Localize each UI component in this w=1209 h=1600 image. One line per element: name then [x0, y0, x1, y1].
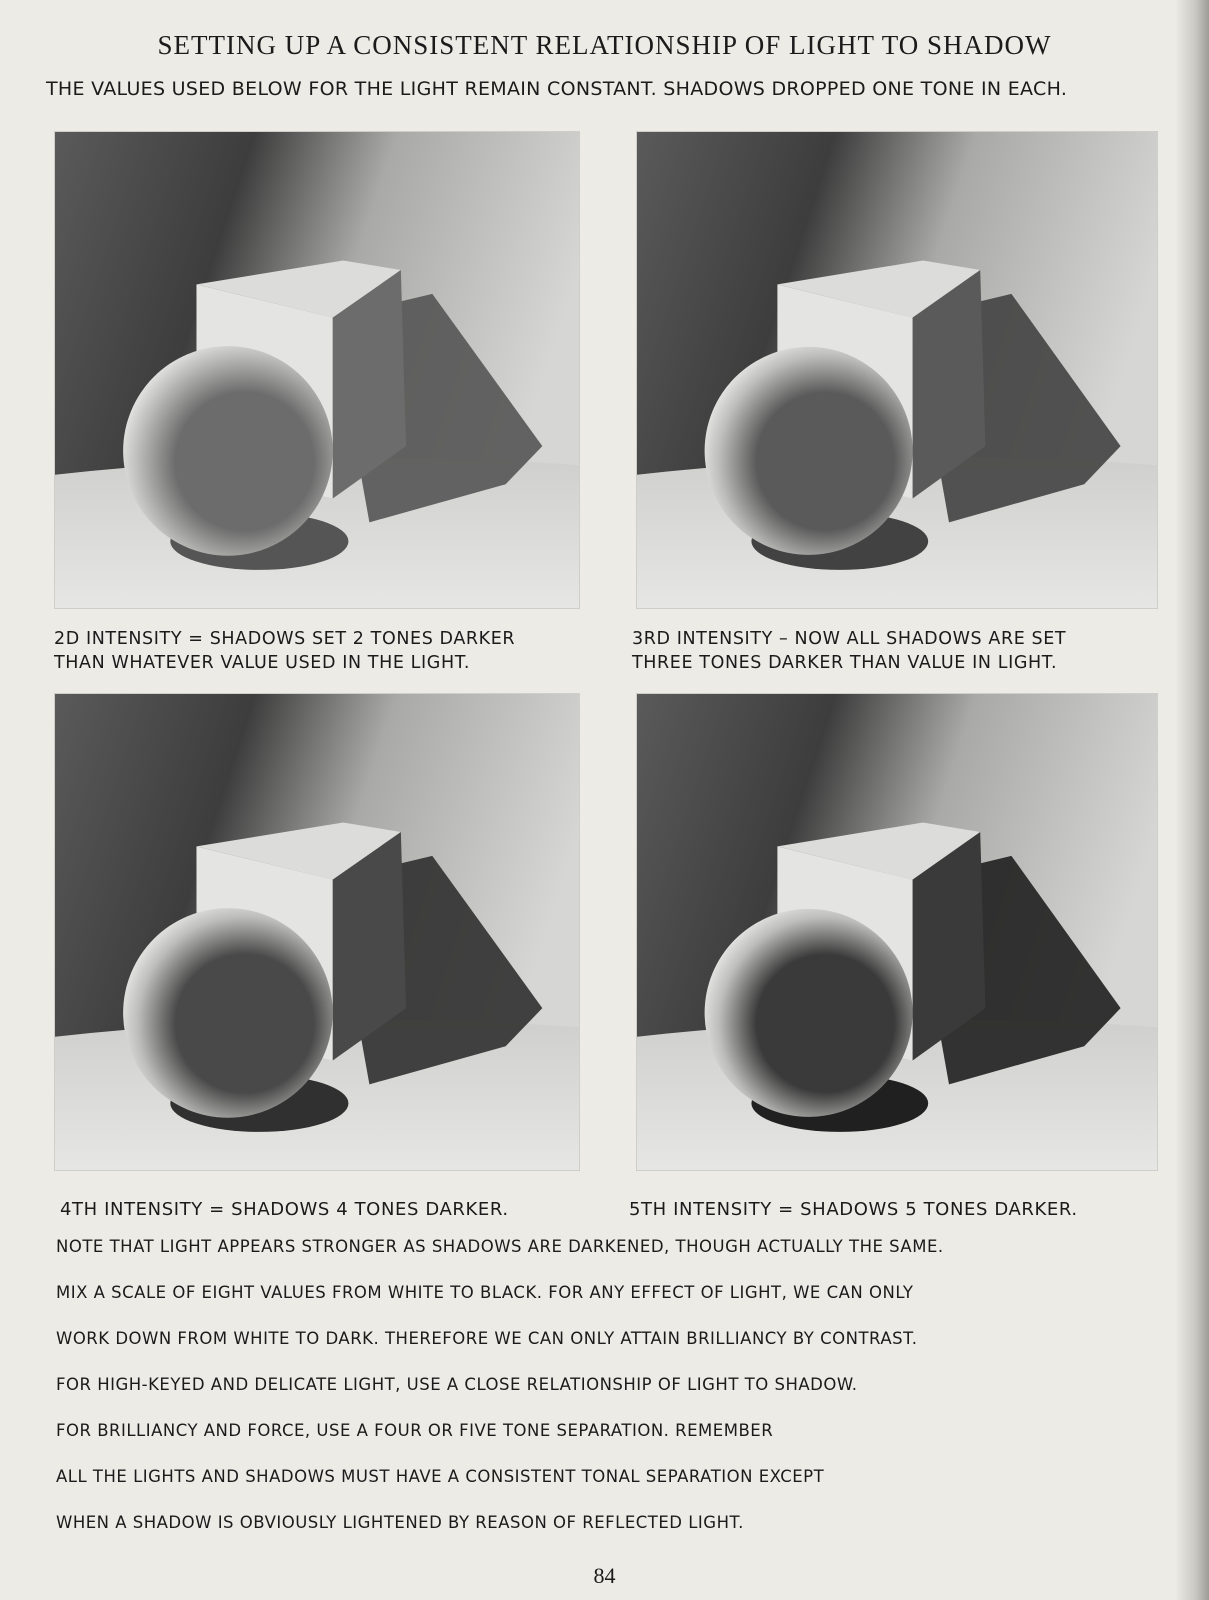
sphere — [705, 909, 913, 1117]
caption-line: 2D INTENSITY = SHADOWS SET 2 TONES DARKER — [54, 629, 516, 649]
illustration-5th-intensity — [636, 693, 1158, 1171]
illustration-3rd-intensity — [636, 131, 1158, 609]
note-line: FOR BRILLIANCY AND FORCE, USE A FOUR OR FIVE TONE SEPARATION. REMEMBER — [56, 1421, 774, 1440]
caption-5th-intensity — [629, 1198, 1078, 1222]
caption-3rd-intensity — [632, 627, 1066, 675]
note-line: WHEN A SHADOW IS OBVIOUSLY LIGHTENED BY REASON OF REFLECTED LIGHT. — [56, 1513, 744, 1532]
illustration-4th-intensity — [54, 693, 580, 1171]
sphere — [705, 347, 913, 555]
page-title: SETTING UP A CONSISTENT RELATIONSHIP OF LIGHT TO SHADOW — [157, 30, 1052, 60]
note-line: FOR HIGH-KEYED AND DELICATE LIGHT, USE A CLOSE RELATIONSHIP OF LIGHT TO SHADOW. — [56, 1375, 858, 1394]
binding-edge-shadow — [1175, 0, 1209, 1600]
caption-line: 5TH INTENSITY = SHADOWS 5 TONES DARKER. — [629, 1199, 1078, 1220]
note-line: NOTE THAT LIGHT APPEARS STRONGER AS SHADOWS ARE DARKENED, THOUGH ACTUALLY THE SAME. — [56, 1237, 944, 1256]
page-number: 84 — [593, 1563, 616, 1588]
note-line: ALL THE LIGHTS AND SHADOWS MUST HAVE A CONSISTENT TONAL SEPARATION EXCEPT — [56, 1467, 825, 1486]
caption-line: THREE TONES DARKER THAN VALUE IN LIGHT. — [632, 653, 1058, 673]
page-subtitle: THE VALUES USED BELOW FOR THE LIGHT REMAIN CONSTANT. SHADOWS DROPPED ONE TONE IN EACH. — [46, 78, 1068, 100]
note-line: MIX A SCALE OF EIGHT VALUES FROM WHITE TO BLACK. FOR ANY EFFECT OF LIGHT, WE CAN ONLY — [56, 1283, 914, 1302]
illustration-2d-intensity — [54, 131, 580, 609]
notes-block — [56, 1237, 1166, 1559]
caption-2d-intensity — [54, 627, 515, 675]
caption-line: THAN WHATEVER VALUE USED IN THE LIGHT. — [54, 653, 471, 673]
caption-line: 4TH INTENSITY = SHADOWS 4 TONES DARKER. — [60, 1199, 509, 1220]
caption-4th-intensity — [60, 1198, 509, 1222]
caption-line: 3RD INTENSITY – NOW ALL SHADOWS ARE SET — [632, 629, 1067, 649]
note-line: WORK DOWN FROM WHITE TO DARK. THEREFORE WE CAN ONLY ATTAIN BRILLIANCY BY CONTRAST. — [56, 1329, 918, 1348]
sphere — [123, 908, 333, 1118]
sphere — [123, 346, 333, 556]
